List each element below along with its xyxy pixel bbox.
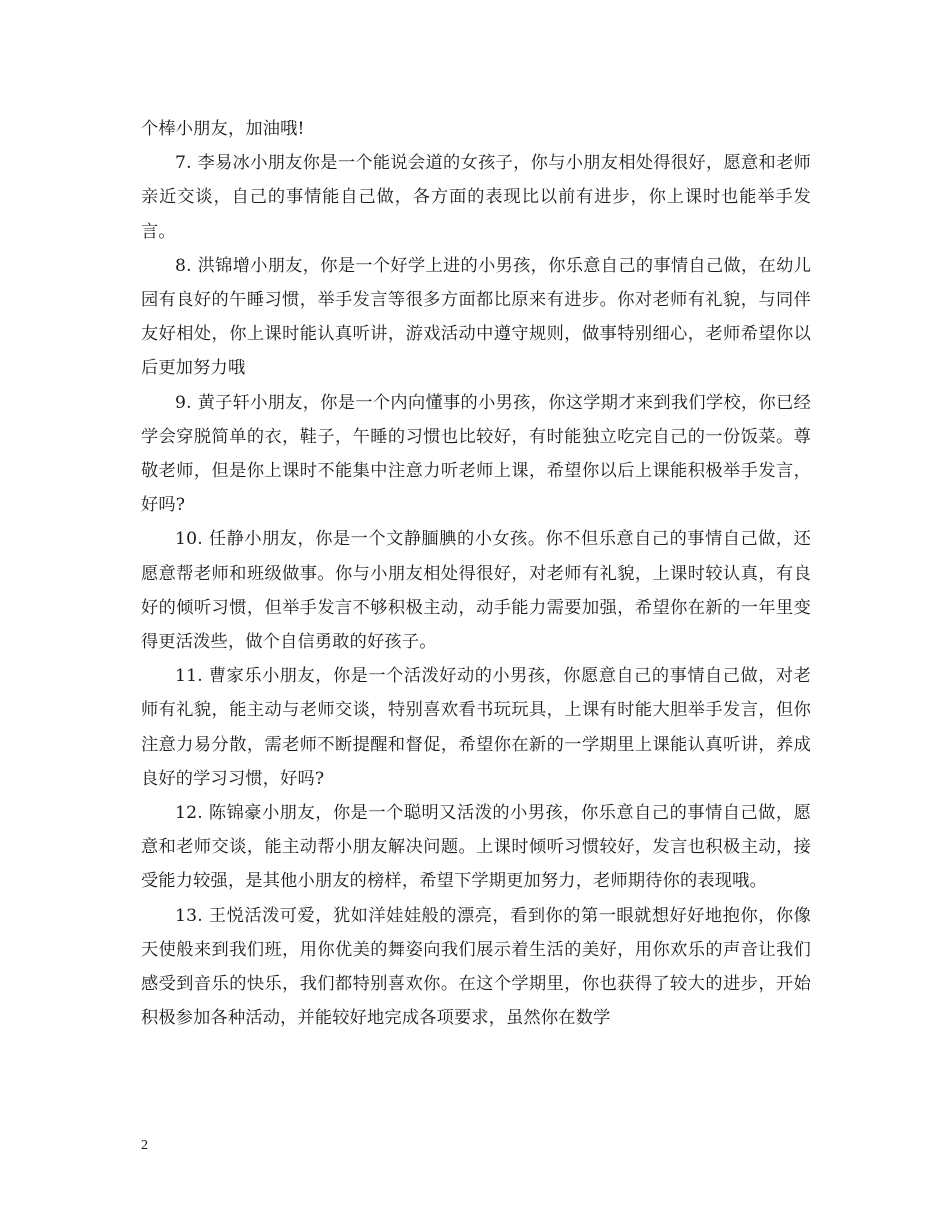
paragraph-item-13: 13. 王悦活泼可爱，犹如洋娃娃般的漂亮，看到你的第一眼就想好好地抱你，你像天使般来到我们班，用你优美的舞姿向我们展示着生活的美好，用你欢乐的声音让我们感受到音乐的快乐，我们都特别喜欢你。在这个学期里，你也获得了较大的进步，开始积极参加各种活动，并能较好地完成各项要求，虽然你在数学 — [141, 905, 811, 1029]
document-body — [141, 112, 811, 1035]
paragraph-item-9: 9. 黄子轩小朋友，你是一个内向懂事的小男孩，你这学期才来到我们学校，你已经学会穿脱简单的衣，鞋子，午睡的习惯也比较好，有时能独立吃完自己的一份饭菜。尊敬老师，但是你上课时不能集中注意力听老师上课，希望你以后上课能积极举手发言，好吗? — [141, 392, 811, 516]
paragraph-item-12: 12. 陈锦豪小朋友，你是一个聪明又活泼的小男孩，你乐意自己的事情自己做，愿意和老师交谈，能主动帮小朋友解决问题。上课时倾听习惯较好，发言也积极主动，接受能力较强，是其他小朋友的榜样，希望下学期更加努力，老师期待你的表现哦。 — [141, 803, 811, 892]
paragraph-continuation: 个棒小朋友，加油哦! — [141, 119, 305, 139]
page-number: 2 — [141, 1138, 148, 1153]
paragraph-item-11: 11. 曹家乐小朋友，你是一个活泼好动的小男孩，你愿意自己的事情自己做，对老师有礼貌，能主动与老师交谈，特别喜欢看书玩玩具，上课有时能大胆举手发言，但你注意力易分散，需老师不断提醒和督促，希望你在新的一学期里上课能认真听讲，养成良好的学习习惯，好吗? — [141, 666, 811, 789]
paragraph-item-7: 7. 李易冰小朋友你是一个能说会道的女孩子，你与小朋友相处得很好，愿意和老师亲近交谈，自己的事情能自己做，各方面的表现比以前有进步，你上课时也能举手发言。 — [141, 153, 811, 242]
paragraph-item-10: 10. 任静小朋友，你是一个文静腼腆的小女孩。你不但乐意自己的事情自己做，还愿意帮老师和班级做事。你与小朋友相处得很好，对老师有礼貌，上课时较认真，有良好的倾听习惯，但举手发言不够积极主动，动手能力需要加强，希望你在新的一年里变得更活泼些，做个自信勇敢的好孩子。 — [141, 529, 811, 653]
paragraph-item-8: 8. 洪锦增小朋友，你是一个好学上进的小男孩，你乐意自己的事情自己做，在幼儿园有良好的午睡习惯，举手发言等很多方面都比原来有进步。你对老师有礼貌，与同伴友好相处，你上课时能认真听讲，游戏活动中遵守规则，做事特别细心，老师希望你以后更加努力哦 — [141, 255, 811, 379]
